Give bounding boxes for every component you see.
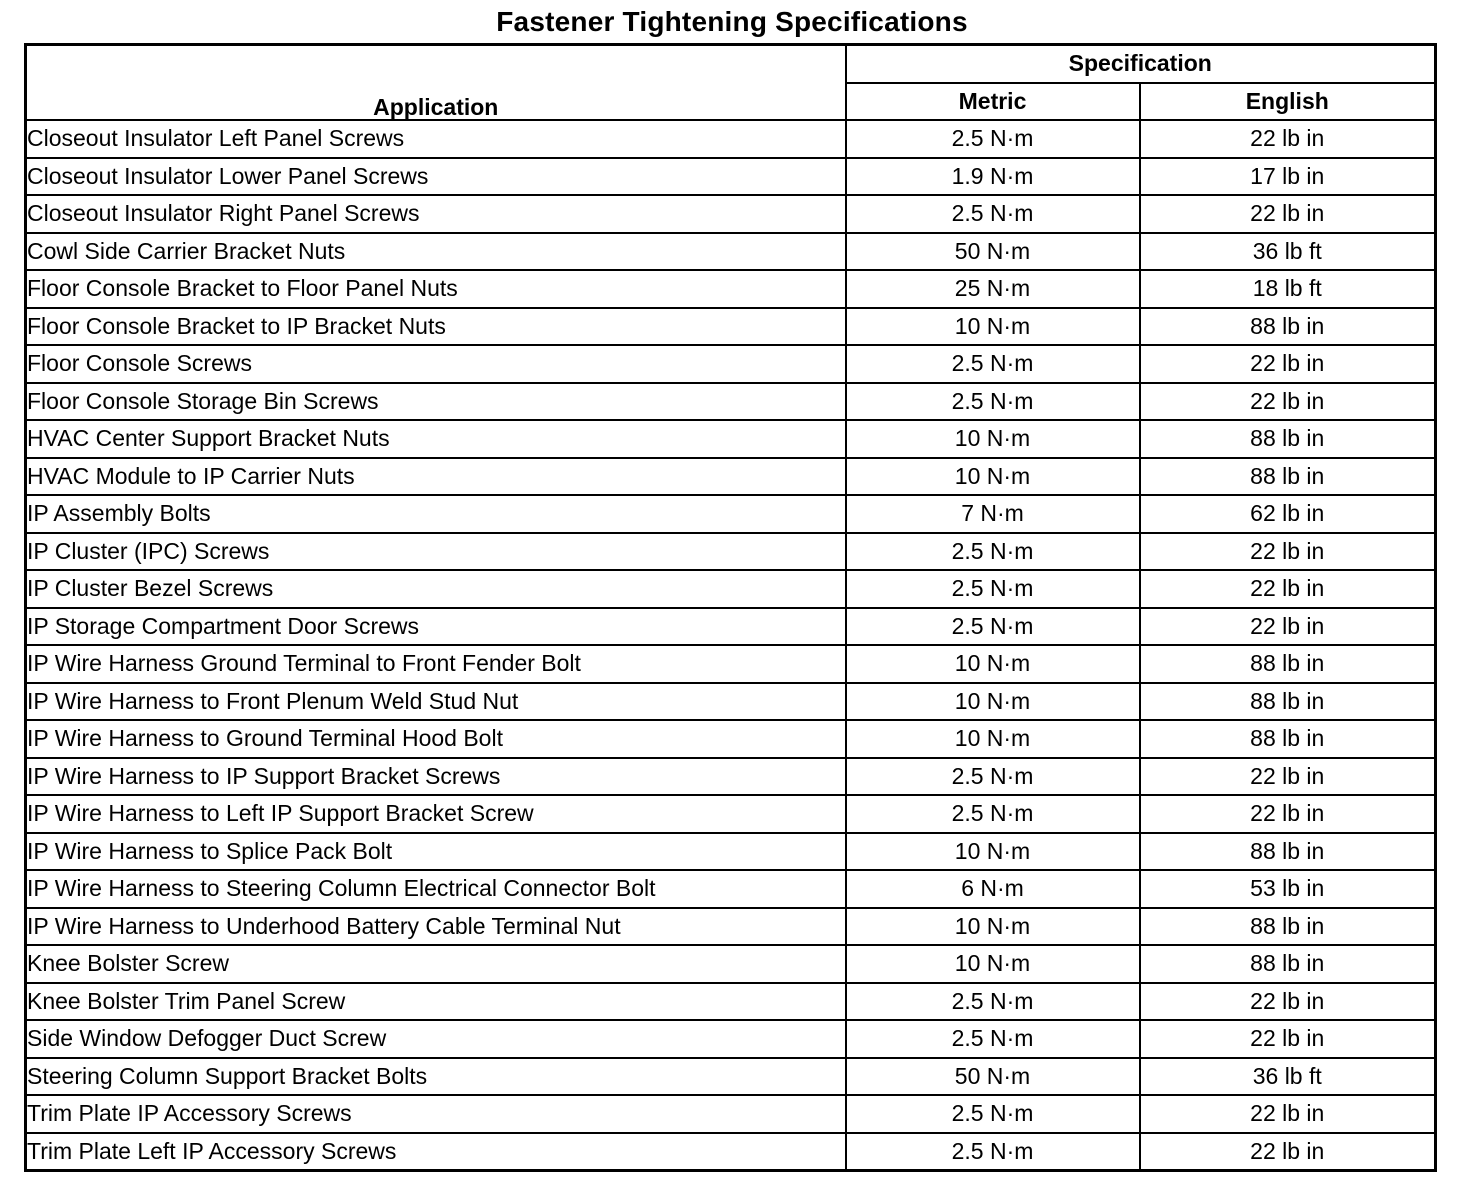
table-row [26, 983, 1436, 1021]
table-row [26, 870, 1436, 908]
column-header-metric: Metric [846, 83, 1140, 121]
application-cell: Side Window Defogger Duct Screw [26, 1020, 846, 1058]
application-cell: IP Storage Compartment Door Screws [26, 608, 846, 646]
column-header-application: Application [26, 45, 846, 121]
application-cell: IP Wire Harness to Underhood Battery Cable Terminal Nut [26, 908, 846, 946]
table-row [26, 720, 1436, 758]
application-cell: Knee Bolster Screw [26, 945, 846, 983]
metric-cell: 2.5 N·m [846, 983, 1140, 1021]
application-cell: IP Wire Harness to Front Plenum Weld Stud Nut [26, 683, 846, 721]
table-row [26, 908, 1436, 946]
table-row [26, 570, 1436, 608]
english-cell: 18 lb ft [1140, 270, 1436, 308]
application-cell: HVAC Center Support Bracket Nuts [26, 420, 846, 458]
table-row [26, 458, 1436, 496]
table-row [26, 833, 1436, 871]
english-cell: 88 lb in [1140, 683, 1436, 721]
table-row [26, 195, 1436, 233]
metric-cell: 2.5 N·m [846, 570, 1140, 608]
english-cell: 88 lb in [1140, 833, 1436, 871]
application-cell: IP Wire Harness to Splice Pack Bolt [26, 833, 846, 871]
application-cell: Floor Console Bracket to Floor Panel Nuts [26, 270, 846, 308]
english-cell: 22 lb in [1140, 1133, 1436, 1171]
table-row [26, 158, 1436, 196]
column-header-english: English [1140, 83, 1436, 121]
english-cell: 88 lb in [1140, 908, 1436, 946]
metric-cell: 25 N·m [846, 270, 1140, 308]
english-cell: 22 lb in [1140, 758, 1436, 796]
table-row [26, 1095, 1436, 1133]
english-cell: 36 lb ft [1140, 1058, 1436, 1096]
metric-cell: 50 N·m [846, 233, 1140, 271]
metric-cell: 10 N·m [846, 833, 1140, 871]
table-row [26, 120, 1436, 158]
english-cell: 22 lb in [1140, 608, 1436, 646]
table-body [26, 120, 1436, 1171]
application-cell: IP Wire Harness to Left IP Support Bracket Screw [26, 795, 846, 833]
english-cell: 62 lb in [1140, 495, 1436, 533]
application-cell: Knee Bolster Trim Panel Screw [26, 983, 846, 1021]
metric-cell: 10 N·m [846, 720, 1140, 758]
english-cell: 88 lb in [1140, 945, 1436, 983]
application-cell: Floor Console Storage Bin Screws [26, 383, 846, 421]
table-row [26, 795, 1436, 833]
application-cell: IP Assembly Bolts [26, 495, 846, 533]
application-cell: IP Cluster (IPC) Screws [26, 533, 846, 571]
english-cell: 88 lb in [1140, 308, 1436, 346]
page-title: Fastener Tightening Specifications [496, 6, 968, 37]
english-cell: 36 lb ft [1140, 233, 1436, 271]
application-cell: Closeout Insulator Right Panel Screws [26, 195, 846, 233]
table-row [26, 345, 1436, 383]
application-cell: Closeout Insulator Left Panel Screws [26, 120, 846, 158]
english-cell: 22 lb in [1140, 345, 1436, 383]
english-cell: 22 lb in [1140, 120, 1436, 158]
metric-cell: 10 N·m [846, 945, 1140, 983]
application-cell: IP Wire Harness to Ground Terminal Hood Bolt [26, 720, 846, 758]
metric-cell: 10 N·m [846, 420, 1140, 458]
table-row [26, 1133, 1436, 1171]
english-cell: 22 lb in [1140, 195, 1436, 233]
table-row [26, 270, 1436, 308]
application-cell: Trim Plate IP Accessory Screws [26, 1095, 846, 1133]
application-cell: Cowl Side Carrier Bracket Nuts [26, 233, 846, 271]
table-header [26, 45, 1436, 121]
application-cell: IP Wire Harness to IP Support Bracket Screws [26, 758, 846, 796]
english-cell: 53 lb in [1140, 870, 1436, 908]
english-cell: 22 lb in [1140, 1020, 1436, 1058]
column-header-specification: Specification [846, 45, 1436, 83]
english-cell: 17 lb in [1140, 158, 1436, 196]
fastener-spec-table [24, 43, 1437, 1172]
header-row-top [26, 45, 1436, 83]
english-cell: 22 lb in [1140, 795, 1436, 833]
table-row [26, 533, 1436, 571]
metric-cell: 2.5 N·m [846, 758, 1140, 796]
table-row [26, 945, 1436, 983]
table-row [26, 383, 1436, 421]
table-row [26, 645, 1436, 683]
metric-cell: 2.5 N·m [846, 795, 1140, 833]
application-cell: Steering Column Support Bracket Bolts [26, 1058, 846, 1096]
table-row [26, 233, 1436, 271]
table-row [26, 1058, 1436, 1096]
english-cell: 88 lb in [1140, 420, 1436, 458]
english-cell: 88 lb in [1140, 458, 1436, 496]
english-cell: 22 lb in [1140, 570, 1436, 608]
table-row [26, 758, 1436, 796]
application-cell: IP Wire Harness Ground Terminal to Front Fender Bolt [26, 645, 846, 683]
metric-cell: 2.5 N·m [846, 383, 1140, 421]
application-cell: Closeout Insulator Lower Panel Screws [26, 158, 846, 196]
metric-cell: 2.5 N·m [846, 120, 1140, 158]
metric-cell: 2.5 N·m [846, 1020, 1140, 1058]
metric-cell: 2.5 N·m [846, 195, 1140, 233]
application-cell: HVAC Module to IP Carrier Nuts [26, 458, 846, 496]
table-row [26, 683, 1436, 721]
metric-cell: 6 N·m [846, 870, 1140, 908]
metric-cell: 1.9 N·m [846, 158, 1140, 196]
metric-cell: 10 N·m [846, 908, 1140, 946]
metric-cell: 2.5 N·m [846, 533, 1140, 571]
english-cell: 88 lb in [1140, 645, 1436, 683]
table-row [26, 308, 1436, 346]
english-cell: 22 lb in [1140, 983, 1436, 1021]
english-cell: 88 lb in [1140, 720, 1436, 758]
metric-cell: 10 N·m [846, 683, 1140, 721]
english-cell: 22 lb in [1140, 1095, 1436, 1133]
metric-cell: 2.5 N·m [846, 345, 1140, 383]
table-row [26, 1020, 1436, 1058]
table-row [26, 608, 1436, 646]
metric-cell: 2.5 N·m [846, 1133, 1140, 1171]
application-cell: IP Wire Harness to Steering Column Electrical Connector Bolt [26, 870, 846, 908]
application-cell: IP Cluster Bezel Screws [26, 570, 846, 608]
metric-cell: 50 N·m [846, 1058, 1140, 1096]
metric-cell: 10 N·m [846, 458, 1140, 496]
english-cell: 22 lb in [1140, 383, 1436, 421]
metric-cell: 10 N·m [846, 645, 1140, 683]
metric-cell: 7 N·m [846, 495, 1140, 533]
application-cell: Floor Console Bracket to IP Bracket Nuts [26, 308, 846, 346]
metric-cell: 2.5 N·m [846, 608, 1140, 646]
table-row [26, 495, 1436, 533]
metric-cell: 2.5 N·m [846, 1095, 1140, 1133]
table-row [26, 420, 1436, 458]
application-cell: Floor Console Screws [26, 345, 846, 383]
metric-cell: 10 N·m [846, 308, 1140, 346]
english-cell: 22 lb in [1140, 533, 1436, 571]
application-cell: Trim Plate Left IP Accessory Screws [26, 1133, 846, 1171]
